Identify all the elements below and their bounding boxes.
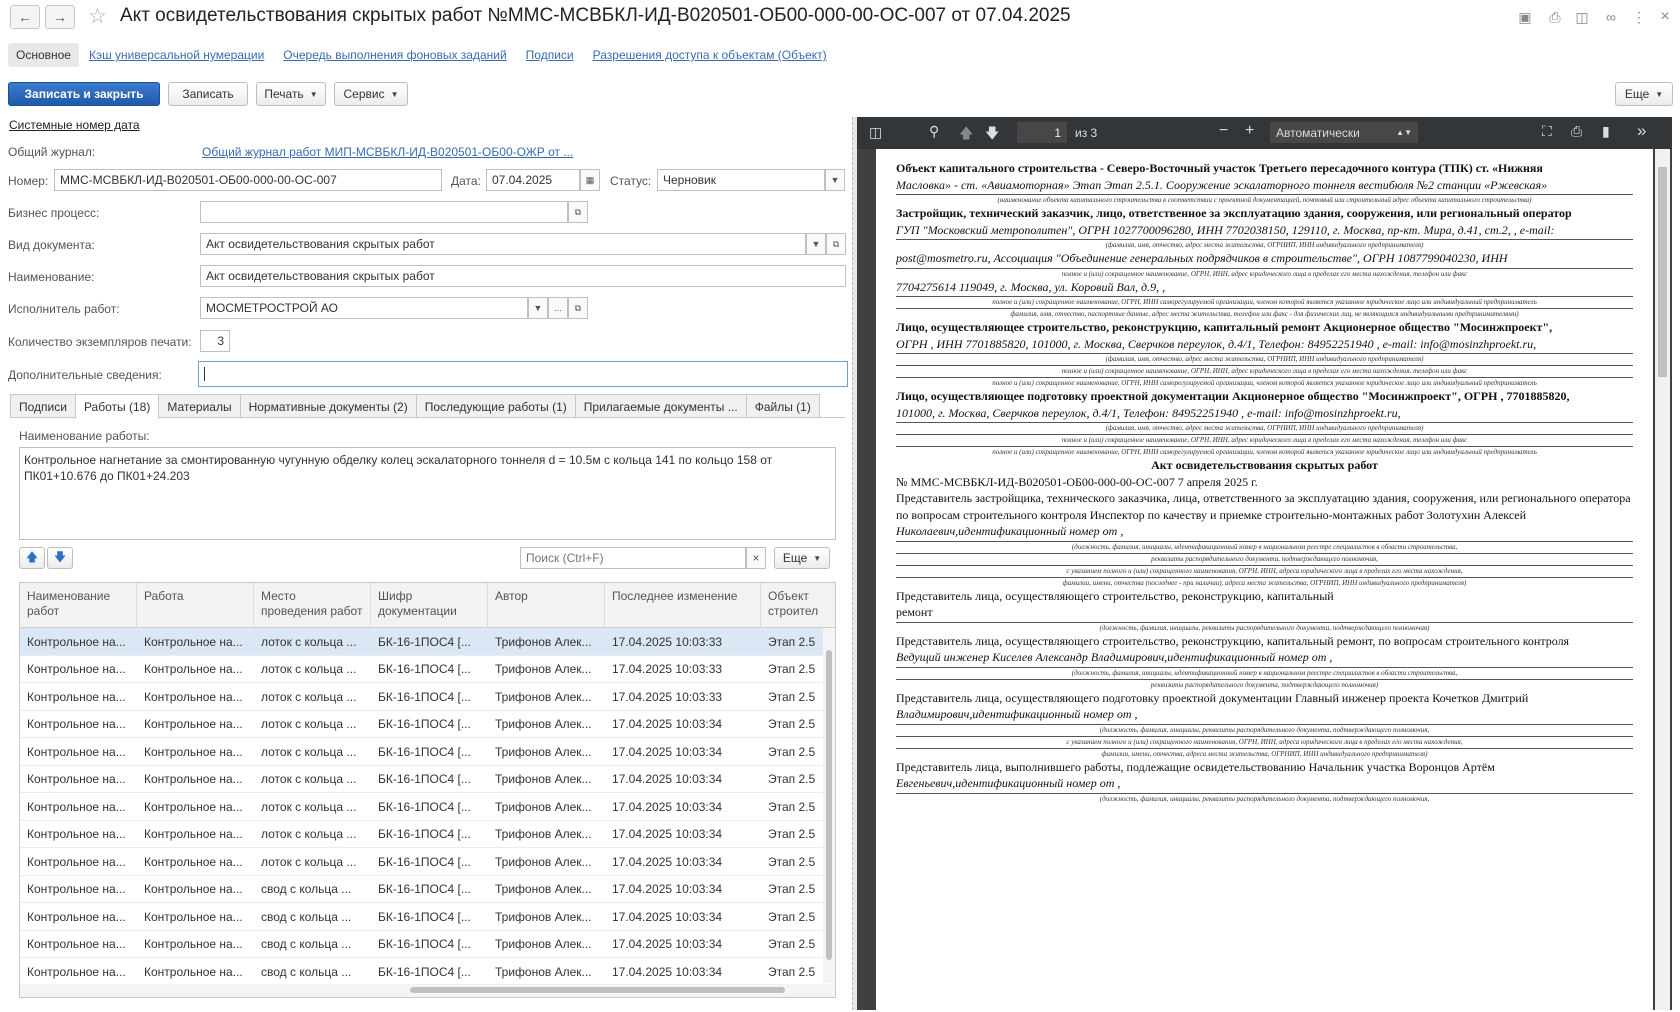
table-header xyxy=(20,583,835,628)
table-cell: Этап 2.5 xyxy=(768,937,816,951)
table-cell: лоток с кольца ... xyxy=(261,662,357,676)
chevron-down-icon[interactable]: ▼ xyxy=(528,297,548,319)
table-row[interactable] xyxy=(20,738,835,766)
table-cell: Трифонов Алек... xyxy=(495,689,592,704)
table-cell: Контрольное на... xyxy=(27,662,126,676)
table-cell: Контрольное на... xyxy=(144,689,243,704)
table-cell: Этап 2.5 xyxy=(768,634,816,649)
link-icon[interactable]: ∞ xyxy=(1606,9,1616,25)
pdf-vscroll-thumb[interactable] xyxy=(1658,167,1667,377)
table-cell: Трифонов Алек... xyxy=(495,854,592,869)
open-icon[interactable]: ⧉ xyxy=(826,233,846,255)
pdf-vscroll[interactable] xyxy=(1655,149,1670,1010)
table-cell: 17.04.2025 10:03:33 xyxy=(612,662,723,676)
print-icon[interactable]: ⎙ xyxy=(1571,123,1583,139)
grid-more-label: Еще xyxy=(782,551,808,565)
table-cell: 17.04.2025 10:03:34 xyxy=(612,827,723,841)
pdf-page xyxy=(876,149,1653,1010)
link-bar xyxy=(8,42,846,68)
caret-down-icon: ▼ xyxy=(390,89,399,99)
pdf-caption: (должность, фамилия, инициалы, идентификационный номер в национальном реестре специалистов в области строительства, xyxy=(896,541,1633,552)
table-cell: Этап 2.5 xyxy=(768,662,816,676)
caret-down-icon: ▼ xyxy=(813,553,822,563)
pdf-text-line: Представитель лица, выполнившего работы, подлежащие освидетельствованию Начальник участка Воронцов Артём xyxy=(896,759,1495,774)
open-icon[interactable]: ⧉ xyxy=(568,297,588,319)
pdf-text-line: Представитель лица, осуществляющего подготовку проектной документации Главный инженер проекта Кочетков Дмитрий xyxy=(896,690,1529,705)
table-cell: 17.04.2025 10:03:34 xyxy=(612,744,723,759)
table-cell: БК-16-1ПОС4 [... xyxy=(378,689,471,704)
tab-materials[interactable]: Материалы xyxy=(158,394,240,418)
table-row[interactable] xyxy=(20,793,835,821)
chevron-down-icon[interactable]: ▼ xyxy=(825,169,845,191)
pdf-text-line: № ММС-МСВБКЛ-ИД-В020501-ОБ00-000-00-ОС-007 7 апреля 2025 г. xyxy=(896,474,1258,489)
table-hscroll-thumb[interactable] xyxy=(410,987,785,993)
pdf-text-line: Застройщик, технический заказчик, лицо, ответственное за эксплуатацию здания, сооружения, или региональный оператор xyxy=(896,206,1572,220)
print-button[interactable] xyxy=(256,82,326,106)
table-cell: лоток с кольца ... xyxy=(261,634,357,649)
table-cell: Контрольное на... xyxy=(27,882,126,896)
prev-page-icon[interactable]: 🡅 xyxy=(959,125,974,141)
pdf-text-line: Евгеньевич,идентификационный номер от , xyxy=(896,776,1121,790)
tab-subsequent-works[interactable]: Последующие работы (1) xyxy=(416,394,576,418)
bookmark-icon[interactable]: ▮ xyxy=(1602,123,1610,139)
table-row[interactable] xyxy=(20,876,835,904)
table-cell: БК-16-1ПОС4 [... xyxy=(378,964,471,979)
col-work[interactable]: Работа xyxy=(137,583,254,628)
pdf-caption: фамилии, имени, отчества (последнее - при наличии), адреса места жительства, ОГРНИП, ИНН индивидуального предпринимателя) xyxy=(896,577,1633,588)
pdf-caption: (наименование объекта капитального строительства в соответствии с проектной документацией, почтовый или строительный адрес объекта капитального строительства) xyxy=(896,194,1633,205)
pdf-text-line: ГУП "Московский метрополитен", ОГРН 1027700096280, ИНН 7702038150, 129110, г. Москва, пр-кт. Мира, д.41, ст.2, , e-mail: xyxy=(896,222,1555,237)
extra-info-label: Дополнительные сведения: xyxy=(8,368,162,382)
system-number-date-link[interactable]: Системные номер дата xyxy=(9,118,140,132)
table-cell: Трифонов Алек... xyxy=(495,827,592,841)
table-cell: Контрольное на... xyxy=(144,827,243,841)
pdf-text-line: Владимирович,идентификационный номер от , xyxy=(896,707,1138,721)
more-button[interactable] xyxy=(1615,82,1673,106)
pdf-caption: реквизиты распорядительного документа, подтверждающего полномочия) xyxy=(896,679,1633,690)
table-cell: 17.04.2025 10:03:33 xyxy=(612,689,723,704)
doctype-select[interactable]: Акт освидетельствования скрытых работ xyxy=(200,233,806,255)
table-cell: Контрольное на... xyxy=(144,634,243,649)
pdf-text-line: Масловка» - ст. «Авиамоторная» Этап Этап 2.5.1. Сооружение эскалаторного тоннеля вестибюля №2 станции «Ржевская» xyxy=(896,177,1548,192)
pdf-text-line: Николаевич,идентификационный номер от , xyxy=(896,524,1124,538)
table-cell: БК-16-1ПОС4 [... xyxy=(378,772,471,786)
business-process-label: Бизнес процесс: xyxy=(8,206,100,220)
pdf-text-line: Представитель лица, осуществляющего строительство, реконструкцию, капитальный xyxy=(896,588,1334,603)
pdf-caption: (должность, фамилия, инициалы, реквизиты распорядительного документа, подтверждающего полномочия) xyxy=(896,622,1633,633)
business-process-field[interactable] xyxy=(200,201,568,223)
table-vscroll-thumb[interactable] xyxy=(826,650,832,960)
table-cell: Этап 2.5 xyxy=(768,772,816,786)
table-row[interactable] xyxy=(20,766,835,794)
splitter[interactable] xyxy=(852,117,857,1010)
table-cell: Трифонов Алек... xyxy=(495,662,592,676)
table-cell: Контрольное на... xyxy=(144,717,243,731)
table-cell: 17.04.2025 10:03:34 xyxy=(612,772,723,786)
table-cell: лоток с кольца ... xyxy=(261,689,357,704)
table-cell: Трифонов Алек... xyxy=(495,909,592,924)
more-label: Еще xyxy=(1624,87,1650,101)
page-number-input[interactable]: 1 xyxy=(1017,122,1067,143)
table-cell: свод с кольца ... xyxy=(261,882,352,896)
table-cell: Трифонов Алек... xyxy=(495,937,592,951)
number-field[interactable]: ММС-МСВБКЛ-ИД-В020501-ОБ00-000-00-ОС-007 xyxy=(54,169,442,191)
work-name-textarea[interactable]: Контрольное нагнетание за смонтированную чугунную обделку колец эскалаторного тоннеля d = 10.5м с кольца 141 по кольцо 158 от ПК01+10.676 до ПК01+24.203 xyxy=(19,447,836,540)
table-cell: Трифонов Алек... xyxy=(495,744,592,759)
grid-more-button[interactable] xyxy=(774,547,830,569)
arrow-down-icon: 🡇 xyxy=(53,549,67,564)
pdf-caption: полное и (или) сокращенное наименование, ОГРН, ИНН саморегулируемой организации, членом которой является указанное юридическое лицо или индивидуальный предприниматель xyxy=(896,446,1633,457)
zoom-in-icon[interactable]: + xyxy=(1245,122,1255,139)
pdf-toolbar xyxy=(857,117,1672,149)
table-cell: Контрольное на... xyxy=(144,937,243,951)
tab-signatures[interactable]: Подписи xyxy=(10,394,76,418)
copies-field[interactable]: 3 xyxy=(200,330,230,352)
table-cell: Трифонов Алек... xyxy=(495,772,592,786)
more-vertical-icon[interactable]: ⋮ xyxy=(1632,8,1646,25)
save-and-close-button[interactable]: Записать и закрыть xyxy=(8,82,160,106)
pdf-caption: (фамилия, имя, отчество, адрес места жительства, ОГРНИП, ИНН индивидуального предпринимателя) xyxy=(896,239,1633,250)
page-total: из 3 xyxy=(1075,126,1098,140)
service-label: Сервис xyxy=(343,87,385,101)
chevron-updown-icon: ▲▼ xyxy=(1396,128,1412,137)
move-down-button[interactable] xyxy=(47,547,73,569)
table-cell: Трифонов Алек... xyxy=(495,717,592,731)
status-select[interactable]: Черновик xyxy=(657,169,825,191)
pdf-text-line: Лицо, осуществляющее строительство, реконструкцию, капитальный ремонт Акционерное общество "Мосинжпроект", xyxy=(896,320,1553,334)
table-cell: Контрольное на... xyxy=(144,854,243,869)
pdf-text-line: Представитель застройщика, технического заказчика, лица, ответственного за эксплуатацию здания, сооружения, или регионального оператора xyxy=(896,491,1631,505)
pdf-caption: (должность, фамилия, инициалы, реквизиты распорядительного документа, подтверждающего полномочия, xyxy=(896,724,1633,735)
title-bar xyxy=(0,0,1680,36)
table-cell: БК-16-1ПОС4 [... xyxy=(378,937,471,951)
tab-attached-docs[interactable]: Прилагаемые документы ... xyxy=(575,394,747,418)
select-dots-button[interactable]: ... xyxy=(548,297,568,319)
pdf-caption: полное и (или) сокращенное наименование, ОГРН, ИНН, адрес юридического лица в пределах его места нахождения, телефон или факс xyxy=(896,434,1633,445)
sidebar-toggle-icon[interactable]: ◫ xyxy=(869,124,883,140)
table-cell: БК-16-1ПОС4 [... xyxy=(378,744,471,759)
table-row[interactable] xyxy=(20,821,835,849)
table-cell: Трифонов Алек... xyxy=(495,964,592,979)
printer-icon[interactable]: ⎙ xyxy=(1549,8,1561,25)
zoom-out-icon[interactable]: − xyxy=(1219,122,1229,139)
col-doc-code[interactable]: Шифр документации xyxy=(371,583,488,628)
works-table xyxy=(19,582,836,998)
table-cell: БК-16-1ПОС4 [... xyxy=(378,909,471,924)
table-cell: Этап 2.5 xyxy=(768,964,816,979)
close-icon[interactable]: × xyxy=(1660,8,1670,25)
link-numbering-cache[interactable]: Кэш универсальной нумерации xyxy=(88,48,265,62)
chevron-down-icon[interactable]: ▼ xyxy=(806,233,826,255)
fullscreen-icon[interactable]: ⛶ xyxy=(1542,123,1552,139)
table-row[interactable] xyxy=(20,628,835,656)
pdf-text-line: Представитель лица, осуществляющего строительство, реконструкцию, капитальный ремонт, по вопросам строительного контроля xyxy=(896,633,1570,648)
date-label: Дата: xyxy=(451,174,481,188)
arrow-left-icon: ← xyxy=(18,9,32,25)
table-cell: Контрольное на... xyxy=(27,827,126,841)
pdf-caption: с указанием полного и (или) сокращенного наименования, ОГРН, ИНН, адреса юридического лица в пределах его места нахождения, xyxy=(896,736,1633,747)
table-cell: Этап 2.5 xyxy=(768,799,816,814)
pdf-text-line: 101000, г. Москва, Сверчков переулок, д.4/1, Телефон: 84952251940 , e-mail: info@mosinzhproekt.ru, xyxy=(896,405,1401,420)
col-location[interactable]: Место проведения работ xyxy=(254,583,371,628)
table-cell: свод с кольца ... xyxy=(261,964,352,979)
name-label: Наименование: xyxy=(8,270,95,284)
table-cell: Контрольное на... xyxy=(27,854,126,869)
table-row[interactable] xyxy=(20,958,835,986)
col-work-name[interactable]: Наименование работ xyxy=(20,583,137,628)
table-cell: лоток с кольца ... xyxy=(261,717,357,731)
table-cell: 17.04.2025 10:03:34 xyxy=(612,717,723,731)
table-cell: Контрольное на... xyxy=(144,964,243,979)
back-button[interactable] xyxy=(10,5,40,29)
tab-bar xyxy=(10,394,819,418)
pdf-caption: полное и (или) сокращенное наименование, ОГРН, ИНН саморегулируемой организации, членом которой является указанное юридическое лицо или индивидуальный предприниматель xyxy=(896,296,1633,307)
table-cell: Контрольное на... xyxy=(27,964,126,979)
link-main[interactable]: Основное xyxy=(8,43,79,67)
table-cell: лоток с кольца ... xyxy=(261,744,357,759)
save-button[interactable]: Записать xyxy=(168,82,248,106)
pdf-caption: фамилии, имени, отчества, адреса места жительства, ОГРНИП, ИНН индивидуального предпринимателя) xyxy=(896,748,1633,759)
tab-normative-docs[interactable]: Нормативные документы (2) xyxy=(240,394,417,418)
pdf-caption: (фамилия, имя, отчество, адрес места жительства, ОГРНИП, ИНН индивидуального предпринимателя) xyxy=(896,422,1633,433)
table-cell: Контрольное на... xyxy=(144,909,243,924)
table-cell: Контрольное на... xyxy=(144,744,243,759)
table-cell: БК-16-1ПОС4 [... xyxy=(378,717,471,731)
extra-info-field[interactable] xyxy=(198,361,848,387)
table-cell: 17.04.2025 10:03:34 xyxy=(612,854,723,869)
executor-label: Исполнитель работ: xyxy=(8,302,120,316)
table-cell: лоток с кольца ... xyxy=(261,827,357,841)
table-cell: 17.04.2025 10:03:34 xyxy=(612,799,723,814)
pdf-text-line: Акт освидетельствования скрытых работ xyxy=(1151,458,1378,472)
table-cell: свод с кольца ... xyxy=(261,909,352,924)
table-cell: Трифонов Алек... xyxy=(495,882,592,896)
table-cell: 17.04.2025 10:03:33 xyxy=(612,634,723,649)
number-label: Номер: xyxy=(8,174,49,188)
table-cell: Контрольное на... xyxy=(27,717,126,731)
table-row[interactable] xyxy=(20,931,835,959)
col-last-modified[interactable]: Последнее изменение xyxy=(605,583,761,628)
search-input[interactable] xyxy=(520,547,746,569)
table-cell: лоток с кольца ... xyxy=(261,854,357,869)
search-icon[interactable]: ⚲ xyxy=(929,123,940,139)
pdf-text-line: ОГРН , ИНН 7701885820, 101000, г. Москва, Сверчков переулок, д.4/1, Телефон: 84952251940 , e-mail: info@mosinzhproekt.ru, xyxy=(896,336,1537,351)
table-cell: БК-16-1ПОС4 [... xyxy=(378,634,471,649)
table-row[interactable] xyxy=(20,711,835,739)
table-cell: Этап 2.5 xyxy=(768,854,816,869)
table-cell: лоток с кольца ... xyxy=(261,772,357,786)
table-cell: Контрольное на... xyxy=(27,937,126,951)
table-cell: БК-16-1ПОС4 [... xyxy=(378,854,471,869)
table-cell: Этап 2.5 xyxy=(768,827,816,841)
journal-label: Общий журнал: xyxy=(8,145,96,159)
pdf-caption: (фамилия, имя, отчество, адрес места жительства, ОГРНИП, ИНН индивидуального предпринимателя) xyxy=(896,353,1633,364)
tools-chevron-icon[interactable]: » xyxy=(1637,121,1647,140)
clear-search-icon[interactable]: × xyxy=(746,547,766,569)
col-construction-object[interactable]: Объект строител xyxy=(768,589,819,618)
open-icon[interactable]: ⧉ xyxy=(568,201,588,223)
arrow-right-icon: → xyxy=(53,9,67,25)
table-cell: Контрольное на... xyxy=(144,772,243,786)
calendar-icon[interactable]: ▦ xyxy=(580,169,600,191)
pdf-caption: с указанием полного и (или) сокращенного наименования, ОГРН, ИНН, адреса юридического лица в пределах его места нахождения, xyxy=(896,565,1633,576)
table-cell: Контрольное на... xyxy=(27,744,126,759)
caret-down-icon: ▼ xyxy=(1655,89,1664,99)
pdf-text-line: post@mosmetro.ru, Ассоциация "Объединение генеральных подрядчиков в строительстве", ОГРН 1087799040230, ИНН xyxy=(896,251,1508,265)
pdf-caption: реквизиты распорядительного документа, подтверждающего полномочия, xyxy=(896,553,1633,564)
table-cell: 17.04.2025 10:03:34 xyxy=(612,882,723,896)
service-button[interactable] xyxy=(334,82,408,106)
forward-button[interactable] xyxy=(45,5,75,29)
link-signatures[interactable]: Подписи xyxy=(525,48,574,62)
table-cell: Контрольное на... xyxy=(27,799,126,814)
pdf-text-line: Ведущий инженер Киселев Александр Владимирович,идентификационный номер от , xyxy=(896,650,1333,664)
table-cell: Трифонов Алек... xyxy=(495,799,592,814)
table-row[interactable] xyxy=(20,656,835,684)
pdf-caption: полное и (или) сокращенное наименование, ОГРН, ИНН, адрес юридического лица в пределах его места нахождения, телефон или факс xyxy=(896,268,1633,279)
table-cell: Контрольное на... xyxy=(144,799,243,814)
pdf-text-line: ремонт xyxy=(896,605,933,619)
pdf-text-line: Объект капитального строительства - Северо-Восточный участок Третьего пересадочного контура (ТПК) ст. «Нижняя xyxy=(896,161,1543,175)
doctype-label: Вид документа: xyxy=(8,238,95,252)
pdf-caption: фамилия, имя, отчество, паспортные данные, адрес места жительства, телефон или факс - для физических лиц, не являющихся индивидуальными предпринимателями) xyxy=(896,308,1633,319)
move-up-button[interactable] xyxy=(19,547,45,569)
table-cell: 17.04.2025 10:03:34 xyxy=(612,937,723,951)
preview-icon[interactable]: ◫ xyxy=(1575,8,1589,25)
pdf-caption: (должность, фамилия, инициалы, идентификационный номер в национальном реестре специалистов в области строительства, xyxy=(896,667,1633,678)
table-cell: Этап 2.5 xyxy=(768,909,816,924)
tab-files[interactable]: Файлы (1) xyxy=(746,394,820,418)
table-hscroll[interactable] xyxy=(20,984,835,997)
executor-select[interactable]: МОСМЕТРОСТРОЙ АО xyxy=(200,297,528,319)
save-icon[interactable]: ▣ xyxy=(1518,8,1532,25)
arrow-up-icon: 🡅 xyxy=(25,549,39,564)
table-cell: Этап 2.5 xyxy=(768,882,816,896)
table-cell: 17.04.2025 10:03:34 xyxy=(612,909,723,924)
name-field[interactable]: Акт освидетельствования скрытых работ xyxy=(200,265,846,287)
table-cell: Контрольное на... xyxy=(144,662,243,676)
table-cell: Контрольное на... xyxy=(27,772,126,786)
table-row[interactable] xyxy=(20,903,835,931)
pdf-caption: (должность, фамилия, инициалы, реквизиты распорядительного документа, подтверждающего полномочия, xyxy=(896,793,1633,804)
print-label: Печать xyxy=(264,87,304,101)
next-page-icon[interactable]: 🡇 xyxy=(985,125,1000,141)
link-background-jobs[interactable]: Очередь выполнения фоновых заданий xyxy=(283,48,507,62)
table-cell: Контрольное на... xyxy=(144,882,243,896)
table-cell: Трифонов Алек... xyxy=(495,634,592,649)
pdf-text-line: 7704275614 119049, г. Москва, ул. Коровий Вал, д.9, , xyxy=(896,279,1166,294)
table-cell: свод с кольца ... xyxy=(261,937,352,951)
table-row[interactable] xyxy=(20,848,835,876)
pdf-caption: полное и (или) сокращенное наименование, ОГРН, ИНН, адрес юридического лица в пределах его места нахождения, телефон или факс xyxy=(896,365,1633,376)
pdf-text-line: Лицо, осуществляющее подготовку проектной документации Акционерное общество "Мосинжпроект", ОГРН , 7701885820, xyxy=(896,389,1570,403)
table-row[interactable] xyxy=(20,683,835,711)
table-cell: Контрольное на... xyxy=(27,909,126,924)
table-cell: Этап 2.5 xyxy=(768,744,816,759)
table-cell: БК-16-1ПОС4 [... xyxy=(378,882,471,896)
table-cell: БК-16-1ПОС4 [... xyxy=(378,799,471,814)
table-cell: БК-16-1ПОС4 [... xyxy=(378,827,471,841)
table-cell: Этап 2.5 xyxy=(768,717,816,731)
table-cell: БК-16-1ПОС4 [... xyxy=(378,662,471,676)
window-title: Акт освидетельствования скрытых работ №ММС-МСВБКЛ-ИД-В020501-ОБ00-000-00-ОС-007 от 07.04.2025 xyxy=(120,5,1071,26)
copies-label: Количество экземпляров печати: xyxy=(8,335,192,349)
table-cell: Контрольное на... xyxy=(27,689,126,704)
text-cursor xyxy=(204,367,205,381)
table-cell: лоток с кольца ... xyxy=(261,799,357,814)
table-cell: 17.04.2025 10:03:34 xyxy=(612,964,723,979)
col-author[interactable]: Автор xyxy=(488,583,605,628)
favorite-star-icon[interactable]: ☆ xyxy=(88,5,107,28)
table-cell: Контрольное на... xyxy=(27,634,126,649)
journal-link[interactable]: Общий журнал работ МИП-МСВБКЛ-ИД-В020501-ОБ00-ОЖР от ... xyxy=(202,145,574,159)
link-access-permissions[interactable]: Разрешения доступа к объектам (Объект) xyxy=(592,48,827,62)
table-vscroll[interactable] xyxy=(823,628,835,983)
tab-works[interactable]: Работы (18) xyxy=(75,394,159,419)
table-cell: Этап 2.5 xyxy=(768,689,816,704)
caret-down-icon: ▼ xyxy=(309,89,318,99)
status-label: Статус: xyxy=(610,174,652,188)
work-name-label: Наименование работы: xyxy=(19,429,150,443)
date-field[interactable]: 07.04.2025 xyxy=(486,169,580,191)
pdf-text-line: по вопросам строительного контроля Инспектор по качеству и приемке строительно-монтажных работ Золотухин Алексей xyxy=(896,507,1527,522)
zoom-select[interactable] xyxy=(1270,122,1418,143)
zoom-value: Автоматически xyxy=(1276,125,1360,140)
pdf-caption: полное и (или) сокращенное наименование, ОГРН, ИНН саморегулируемой организации, членом которой является указанное юридическое лицо или индивидуальный предприниматель xyxy=(896,377,1633,388)
